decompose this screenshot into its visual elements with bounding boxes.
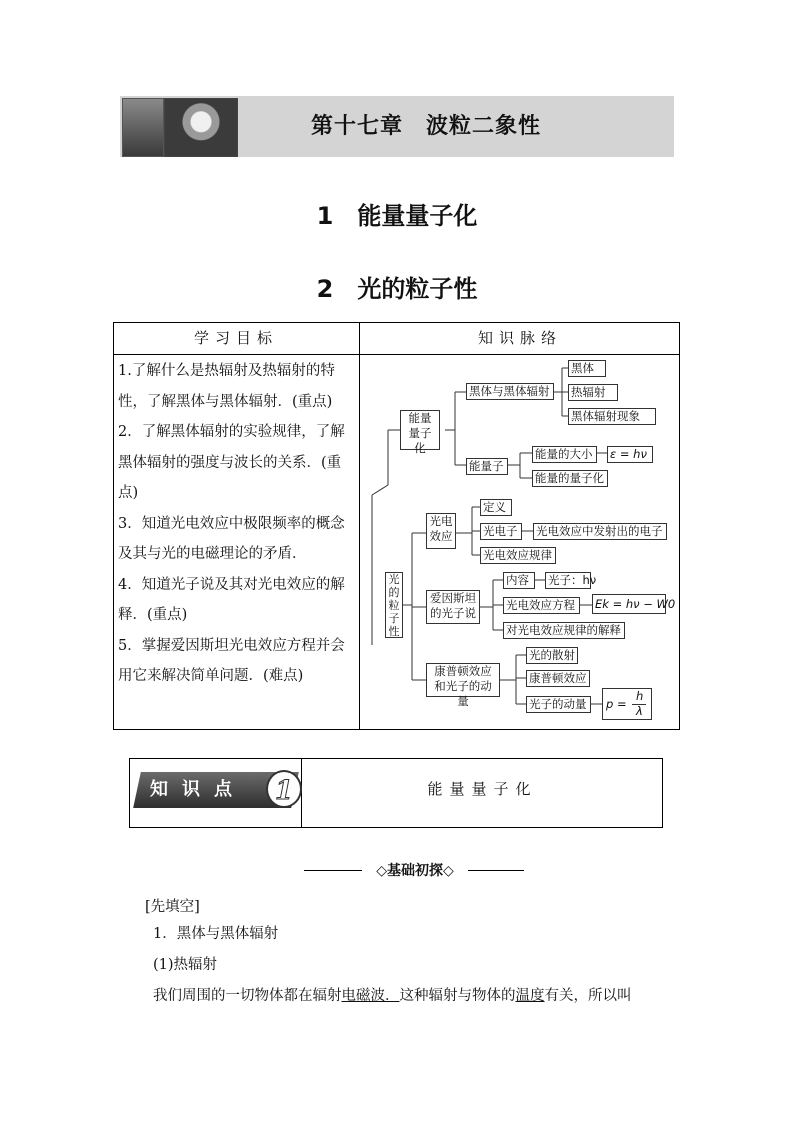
objective-item: 1.了解什么是热辐射及热辐射的特性，了解黑体与黑体辐射．(重点) (118, 363, 335, 410)
subheader-line-right (468, 870, 524, 871)
node-einstein-theory: 爱因斯坦的光子说 (426, 590, 480, 624)
node-compton-effect: 康普顿效应 (526, 670, 590, 687)
node-energy-quantization: 能量量子化 (400, 410, 440, 450)
node-pe-equation: 光电效应方程 (503, 597, 580, 614)
body-paragraph: 我们周围的一切物体都在辐射电磁波．这种辐射与物体的温度有关，所以叫 (153, 988, 632, 1004)
portrait-photo (164, 98, 238, 157)
objective-item: 2．了解黑体辐射的实验规律，了解黑体辐射的强度与波长的关系．(重点) (118, 424, 345, 501)
subheader: ◇基础初探◇ (376, 863, 454, 879)
formula-lambda: λ (636, 704, 643, 718)
node-thermal-radiation: 热辐射 (568, 384, 618, 401)
section-title-1: 1 能量量子化 (316, 202, 478, 230)
rocket-photo (122, 98, 164, 157)
node-particle-nature: 光的粒子性 (385, 572, 403, 638)
node-pe-formula: Ek = hν − W0 (592, 594, 666, 614)
item-heading-1: 1．黑体与黑体辐射 (153, 926, 279, 942)
table-header-objectives: 学习目标 (193, 329, 278, 347)
node-blackbody-radiation: 黑体与黑体辐射 (466, 383, 554, 400)
node-photon-momentum: 光子的动量 (526, 696, 591, 713)
node-compton: 康普顿效应和光子的动量 (426, 663, 500, 697)
objectives-list (118, 356, 356, 692)
underlined-answer: 温度 (515, 988, 545, 1004)
subheader-line-left (304, 870, 362, 871)
node-content: 内容 (503, 572, 535, 589)
node-momentum-formula (602, 688, 652, 720)
node-quantum-size: 能量的大小 (532, 446, 597, 463)
knowledge-point-title: 能量量子化 (427, 780, 538, 798)
chapter-title: 第十七章 波粒二象性 (310, 113, 541, 139)
table-header-context: 知识脉络 (477, 329, 562, 347)
node-photoelectron: 光电子 (480, 523, 522, 540)
node-pe-explanation: 对光电效应规律的解释 (503, 622, 625, 639)
node-blackbody: 黑体 (568, 360, 606, 377)
fill-blank-label: [先填空] (145, 899, 200, 915)
node-pe-laws: 光电效应规律 (480, 547, 556, 564)
objective-item: 5．掌握爱因斯坦光电效应方程并会用它来解决简单问题．(难点) (118, 637, 345, 684)
node-quantized-energy: 能量的量子化 (532, 470, 608, 487)
objective-item: 3．知道光电效应中极限频率的概念及其与光的电磁理论的矛盾． (118, 515, 345, 562)
node-quantum-formula: ε = hν (607, 446, 653, 463)
node-photoelectric-effect: 光电效应 (426, 513, 456, 549)
node-blackbody-phenomenon: 黑体辐射现象 (568, 408, 656, 425)
node-energy-quantum: 能量子 (466, 458, 508, 475)
formula-h: h (636, 689, 644, 703)
objective-item: 4．知道光子说及其对光电效应的解释．(重点) (118, 576, 345, 623)
node-definition: 定义 (480, 499, 512, 516)
formula-p: p = (606, 697, 627, 711)
item-heading-1-1: (1)热辐射 (153, 957, 218, 973)
node-scattering: 光的散射 (526, 647, 578, 664)
node-photoelectron-desc: 光电效应中发射出的电子 (533, 523, 667, 540)
knowledge-point-number: 1 (266, 770, 302, 808)
knowledge-point-label: 知识点 (150, 779, 246, 800)
section-title-2: 2 光的粒子性 (316, 275, 478, 303)
underlined-answer: 电磁波． (341, 988, 400, 1004)
node-photon: 光子：hν (545, 572, 591, 589)
